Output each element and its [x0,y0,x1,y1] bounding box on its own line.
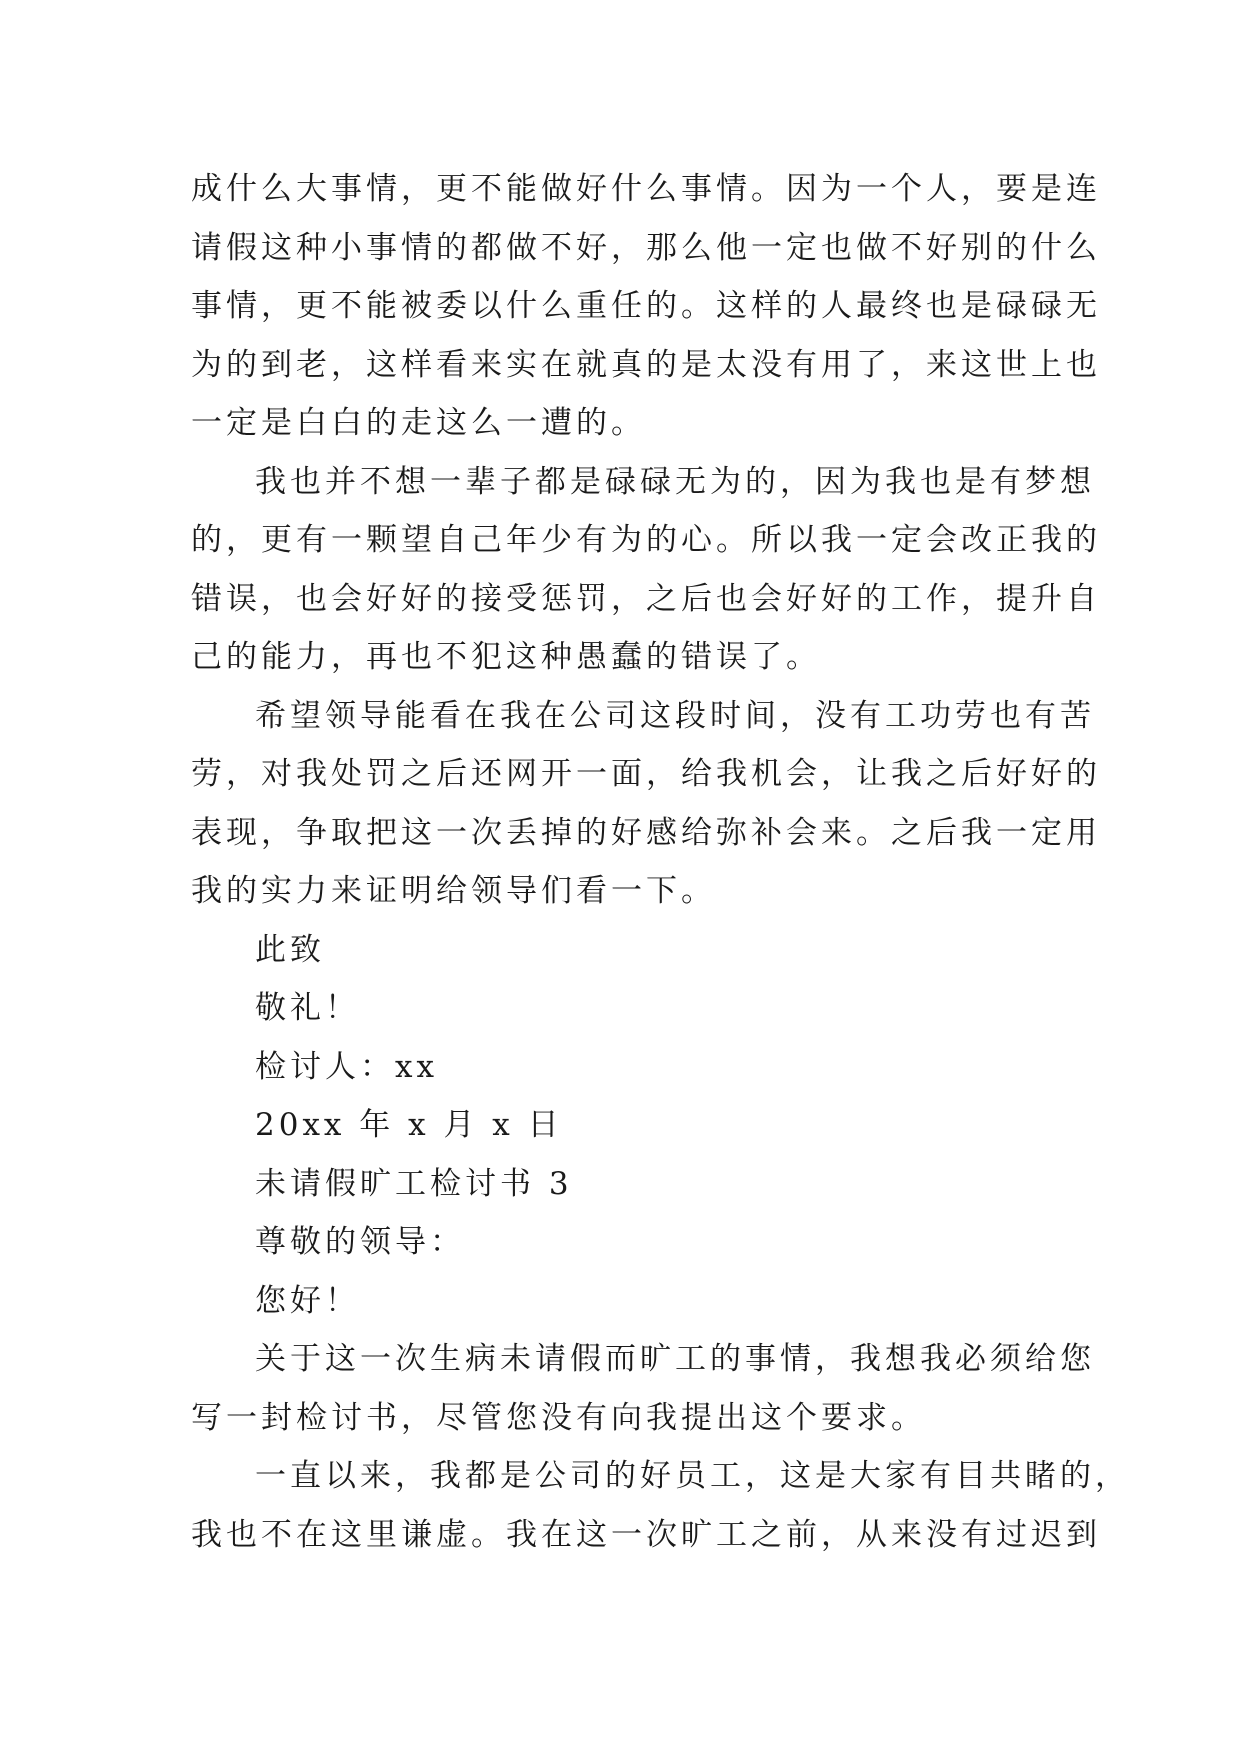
text-line: 一定是白白的走这么一遭的。 [191,405,646,441]
greeting: 您好！ [255,1282,360,1319]
closing-regards: 敬礼！ [255,990,360,1026]
text-line: 写一封检讨书，尽管您没有向我提出这个要求。 [191,1399,926,1436]
text-line: 表现，争取把这一次丢掉的好感给弥补会来。之后我一定用 [191,814,1101,851]
text-line: 成什么大事情，更不能做好什么事情。因为一个人，要是连 [191,171,1101,207]
text-line: 一直以来，我都是公司的好员工，这是大家有目共睹的， [255,1458,1130,1494]
document-page [191,160,1130,1564]
text-line: 劳，对我处罚之后还网开一面，给我机会，让我之后好好的 [191,756,1101,792]
text-line: 错误，也会好好的接受惩罚，之后也会好好的工作，提升自 [191,580,1101,617]
signature-author: 检讨人：xx [255,1048,438,1085]
text-line: 我也并不想一辈子都是碌碌无为的，因为我也是有梦想 [255,463,1095,500]
text-line: 希望领导能看在我在公司这段时间，没有工功劳也有苦 [255,697,1095,734]
section-title: 未请假旷工检讨书 3 [255,1165,573,1202]
closing-salutation: 此致 [255,931,325,968]
signature-date: 20xx 年 x 月 x 日 [255,1107,563,1143]
text-line: 事情，更不能被委以什么重任的。这样的人最终也是碌碌无 [191,288,1101,324]
text-line: 我也不在这里谦虚。我在这一次旷工之前，从来没有过迟到 [191,1516,1101,1553]
text-line: 的，更有一颗望自己年少有为的心。所以我一定会改正我的 [191,522,1101,558]
text-line: 我的实力来证明给领导们看一下。 [191,873,716,909]
text-line: 关于这一次生病未请假而旷工的事情，我想我必须给您 [255,1341,1095,1377]
text-line: 己的能力，再也不犯这种愚蠢的错误了。 [191,639,821,675]
text-line: 请假这种小事情的都做不好，那么他一定也做不好别的什么 [191,229,1101,266]
greeting-addressee: 尊敬的领导： [255,1224,465,1260]
text-line: 为的到老，这样看来实在就真的是太没有用了，来这世上也 [191,346,1101,383]
